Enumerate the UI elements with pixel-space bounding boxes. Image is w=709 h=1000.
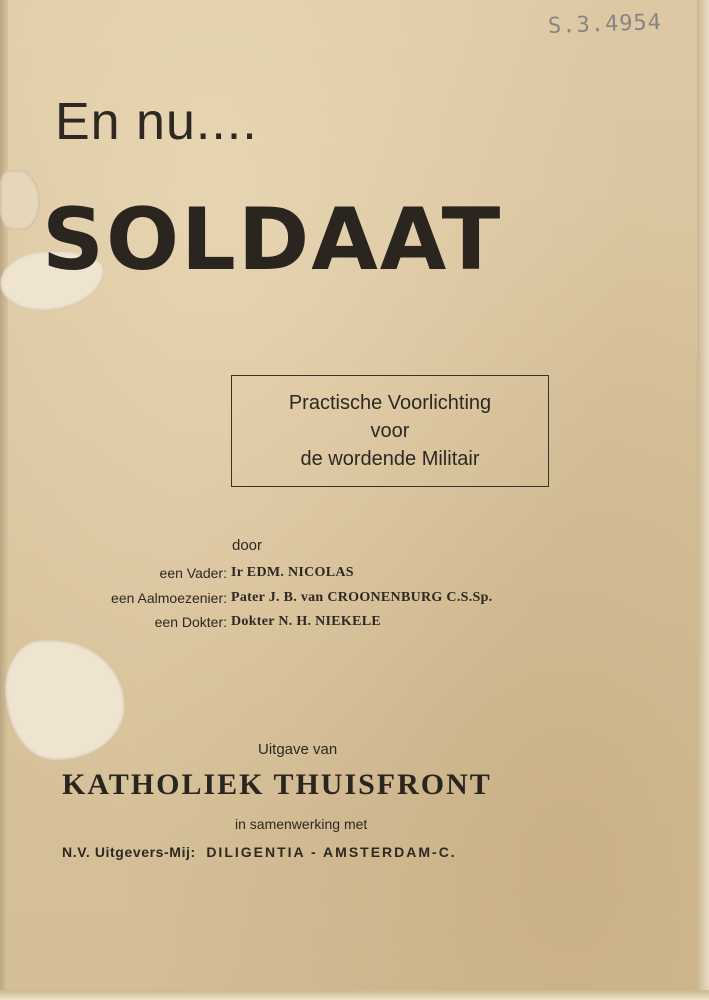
by-label: door [232, 537, 263, 554]
cover-bottom-edge [0, 990, 709, 1000]
copublisher-name: DILIGENTIA - AMSTERDAM-C. [206, 844, 457, 860]
subtitle-line: de wordende Militair [300, 448, 480, 470]
author-row [0, 614, 709, 636]
paper-tear-upper [0, 170, 40, 230]
cover-left-edge [0, 0, 8, 1000]
subtitle-line: Practische Voorlichting [288, 392, 492, 414]
author-name: Ir EDM. NICOLAS [231, 565, 354, 580]
publisher-name: KATHOLIEK THUISFRONT [62, 768, 492, 801]
author-role: een Aalmoezenier: [111, 590, 227, 606]
handwritten-note: S.3.4954 [547, 10, 663, 39]
subtitle-line: voor [370, 420, 410, 442]
subtitle-box [231, 375, 549, 487]
author-row [0, 590, 709, 612]
cover-right-edge [697, 0, 709, 1000]
copublisher-prefix: N.V. Uitgevers-Mij: [62, 844, 196, 860]
author-role: een Vader: [159, 565, 227, 581]
published-by-label: Uitgave van [258, 741, 338, 758]
title-main: SOLDAAT [42, 190, 503, 290]
author-name: Pater J. B. van CROONENBURG C.S.Sp. [231, 590, 493, 605]
author-row [0, 565, 709, 587]
title-prefix: En nu.... [55, 93, 258, 151]
paper-tear-lower [5, 640, 125, 760]
author-role: een Dokter: [154, 614, 227, 630]
author-name: Dokter N. H. NIEKELE [231, 614, 382, 629]
cooperation-label: in samenwerking met [235, 816, 368, 832]
copublisher-line [62, 844, 457, 860]
